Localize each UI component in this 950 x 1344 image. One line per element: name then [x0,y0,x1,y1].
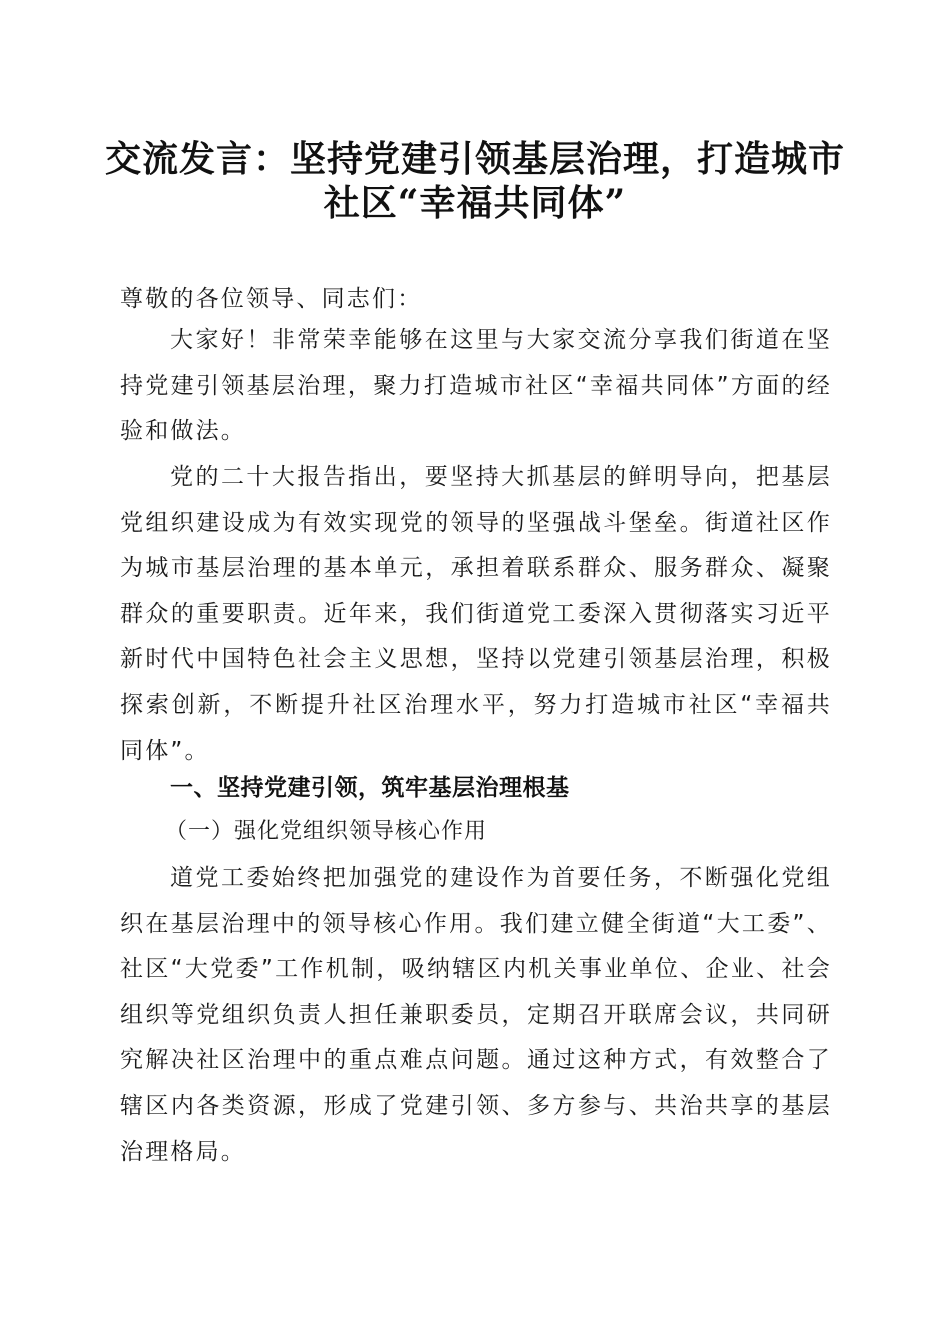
paragraph-intro: 大家好！非常荣幸能够在这里与大家交流分享我们街道在坚持党建引领基层治理，聚力打造城市社区“幸福共同体”方面的经验和做法。 [120,327,832,445]
subsection-heading-1: （一）强化党组织领导核心作用 [165,819,488,844]
paragraph-subsection-1: 道党工委始终把加强党的建设作为首要任务，不断强化党组织在基层治理中的领导核心作用。我们建立健全街道“大工委”、社区“大党委”工作机制，吸纳辖区内机关事业单位、企业、社会组织等党组织负责人担任兼职委员，定期召开联席会议，共同研究解决社区治理中的重点难点问题。通过这种方式，有效整合了辖区内各类资源，形成了党建引领、多方参与、共治共享的基层治理格局。 [120,865,832,1165]
paragraph-background: 党的二十大报告指出，要坚持大抓基层的鲜明导向，把基层党组织建设成为有效实现党的领导的坚强战斗堡垒。街道社区作为城市基层治理的基本单元，承担着联系群众、服务群众、凝聚群众的重要职责。近年来，我们街道党工委深入贯彻落实习近平新时代中国特色社会主义思想，坚持以党建引领基层治理，积极探索创新，不断提升社区治理水平，努力打造城市社区“幸福共同体”。 [120,464,832,764]
section-heading-1: 一、坚持党建引领，筑牢基层治理根基 [170,775,570,801]
salutation: 尊敬的各位领导、同志们： [120,286,423,312]
document-title-line-1: 交流发言：坚持党建引领基层治理，打造城市 [104,138,845,180]
document-title-line-2: 社区“幸福共同体” [323,182,627,224]
